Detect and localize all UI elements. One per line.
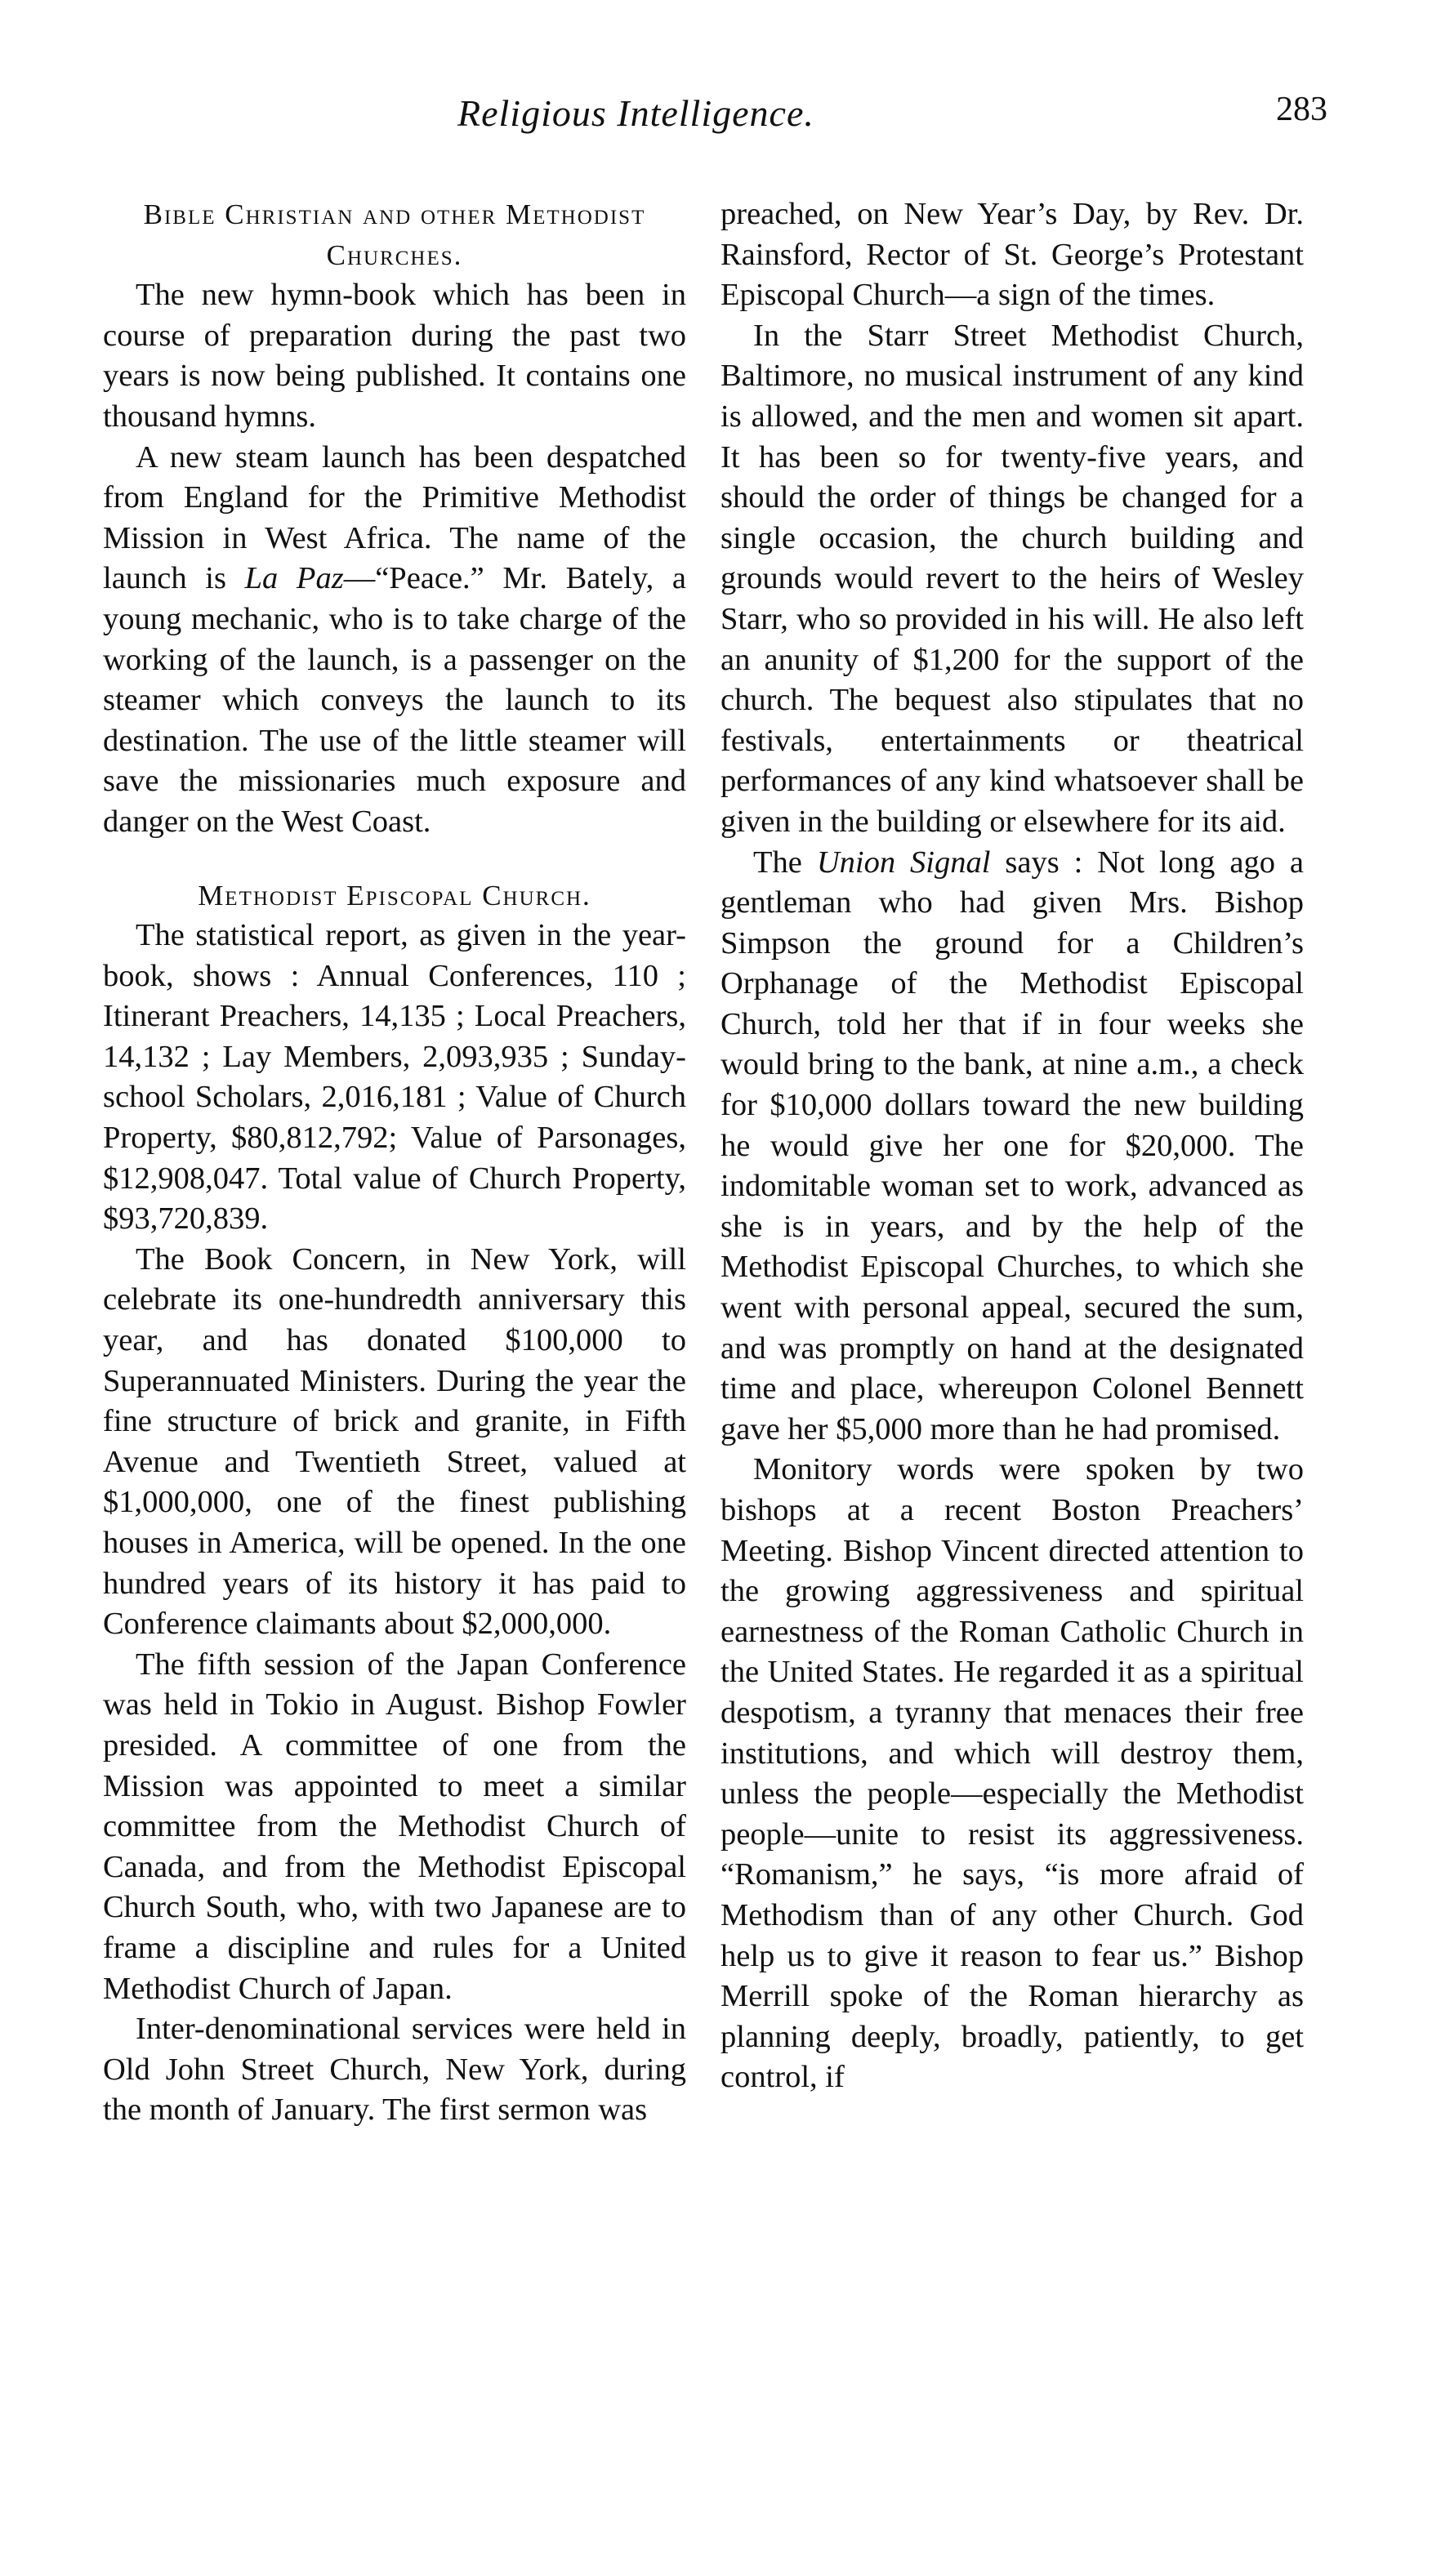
text-span: —“Peace.” Mr. Bately, a young mechanic, who is to take charge of the working of the launch, is a passenger on the steamer which conveys the launch to its destination. The use of the little steamer will save the missionaries much exposure and danger on the West Coast. (103, 561, 686, 839)
launch-name: La Paz (244, 561, 344, 596)
paragraph-japan-conference: The fifth session of the Japan Conference was held in Tokio in August. Bishop Fowler presided. A committee of one from the Mission was appointed to meet a similar committee from the Methodist Church of Canada, and from the Methodist Episcopal Church South, who, with two Japanese are to frame a discipline and rules for a United Methodist Church of Japan. (103, 1647, 686, 2006)
page-number: 283 (1276, 91, 1327, 128)
paragraph-union-signal (720, 843, 1304, 1451)
text-span: says : Not long ago a gentleman who had given Mrs. Bishop Simpson the ground for a Children’s Orphanage of the Methodist Episcopal Church, told her that if in four weeks she would bring to the bank, at nine a.m., a check for $10,000 dollars toward the new building he would give her one for $20,000. The indomitable woman set to work, advanced as she is in years, and by the help of the Methodist Episcopal Churches, to which she went with personal appeal, secured the sum, and was promptly on hand at the designated time and place, whereupon Colonel Bennett gave her $5,000 more than he had promised. (720, 845, 1305, 1446)
text-span: A new steam launch has been despatched from England for the Primitive Methodist Mission in West Africa. The name of the launch is (103, 439, 686, 596)
right-column (720, 194, 1304, 2098)
paragraph-starr-street: In the Starr Street Methodist Church, Baltimore, no musical instrument of any kind is allowed, and the men and women sit apart. It has been so for twenty-five years, and should the order of things be changed for a single occasion, the church building and grounds would revert to the heirs of Wesley Starr, who so provided in his will. He also left an anunity of $1,200 for the support of the church. The bequest also stipulates that no festivals, entertainments or theatrical performances of any kind whatsoever shall be given in the building or elsewhere for its aid. (720, 318, 1304, 839)
paragraph-inter-denominational: Inter-denominational services were held in Old John Street Church, New York, during the month of January. The first sermon was (103, 2012, 686, 2128)
paragraph-monitory-words: Monitory words were spoken by two bishops at a recent Boston Preachers’ Meeting. Bishop Vincent directed attention to the growing aggressiveness and spiritual earnestness of the Roman Catholic Church in the United States. He regarded it as a spiritual despotism, a tyranny that menaces their free institutions, and which will destroy them, unless the people—especially the Methodist people—unite to resist its aggressiveness. “Romanism,” he says, “is more afraid of Methodism than of any other Church. God help us to give it reason to fear us.” Bishop Merrill spoke of the Roman hierarchy as planning deeply, broadly, patiently, to get control, if (720, 1452, 1304, 2095)
paragraph-hymn-book: The new hymn-book which has been in course of preparation during the past two years is now being published. It contains one thousand hymns. (103, 278, 686, 434)
paragraph-statistical-report: The statistical report, as given in the year-book, shows : Annual Conferences, 110 ; Itinerant Preachers, 14,135 ; Local Preachers, 14,132 ; Lay Members, 2,093,935 ; Sunday-school Scholars, 2,016,181 ; Value of Church Property, $80,812,792; Value of Parsonages, $12,908,047. Total value of Church Property, $93,720,839. (103, 918, 686, 1237)
section-heading-methodist-episcopal: Methodist Episcopal Church. (198, 879, 591, 911)
paragraph-book-concern: The Book Concern, in New York, will celebrate its one-hundredth anniversary this year, and has donated $100,000 to Superannuated Ministers. During the year the fine structure of brick and granite, in Fifth Avenue and Twentieth Street, valued at $1,000,000, one of the finest publishing houses in America, will be opened. In the one hundred years of its history it has paid to Conference claimants about $2,000,000. (103, 1241, 686, 1642)
section-heading-bible-christian: Bible Christian and other Methodist Churches. (143, 198, 646, 271)
left-column (103, 194, 686, 2131)
paragraph-steam-launch (103, 438, 686, 843)
text-span: The (753, 845, 817, 880)
paragraph-inter-denominational-continued: preached, on New Year’s Day, by Rev. Dr. Rainsford, Rector of St. George’s Protestant Episcopal Church—a sign of the times. (720, 197, 1304, 313)
publication-name: Union Signal (816, 845, 991, 880)
running-title: Religious Intelligence. (457, 92, 814, 134)
